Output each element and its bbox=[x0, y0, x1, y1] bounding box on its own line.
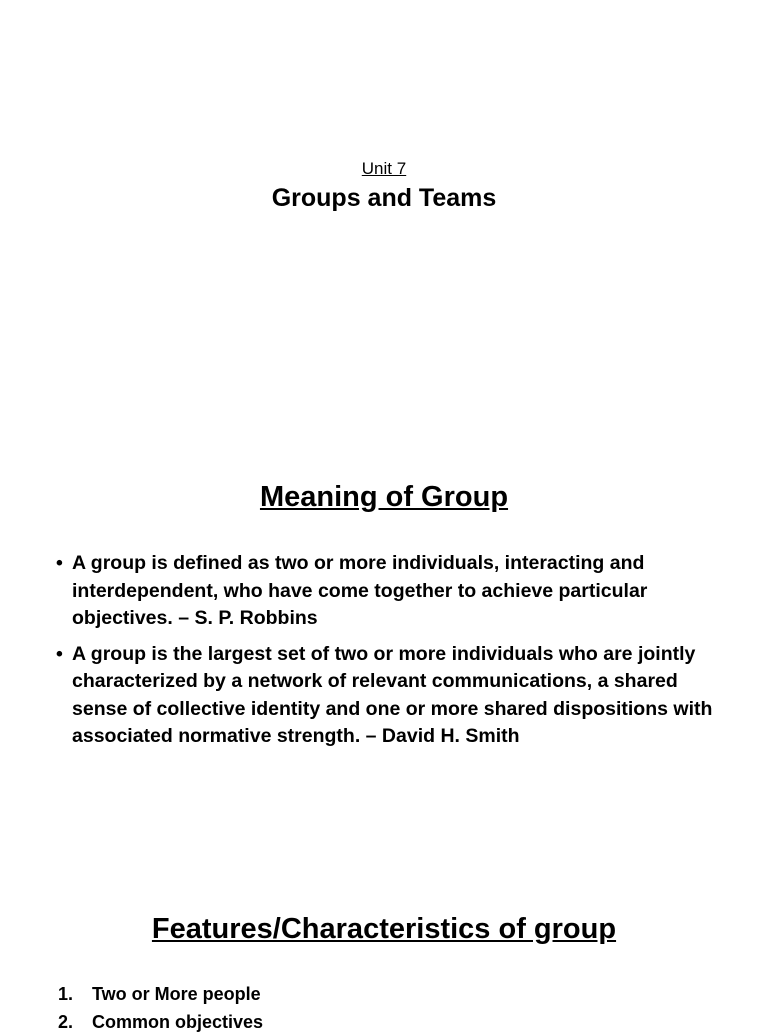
definition-text: A group is the largest set of two or more individuals who are jointly characterized by a network of relevant communications, a shared sense of collective identity and one or more shared dispositions with associated normative strength. – David H. Smith bbox=[72, 642, 713, 747]
definition-item bbox=[56, 550, 716, 633]
title-slide bbox=[0, 0, 768, 420]
feature-item bbox=[58, 1008, 718, 1036]
meaning-of-group-slide bbox=[0, 420, 768, 830]
unit-label: Unit 7 bbox=[361, 159, 407, 178]
slide-title: Features/Characteristics of group bbox=[151, 913, 617, 945]
definition-text: A group is defined as two or more individuals, interacting and interdependent, who have come together to achieve particular objectives. – S. P. Robbins bbox=[72, 552, 648, 629]
bullet-icon: • bbox=[56, 642, 63, 665]
features-slide bbox=[0, 830, 768, 1032]
list-number: 2. bbox=[58, 1012, 74, 1032]
feature-text: Two or More people bbox=[92, 984, 261, 1004]
slide-title: Meaning of Group bbox=[259, 481, 509, 513]
presentation-title: Groups and Teams bbox=[271, 184, 497, 212]
bullet-icon: • bbox=[56, 552, 63, 574]
list-number: 1. bbox=[58, 984, 74, 1004]
definition-item bbox=[56, 641, 716, 751]
feature-text: Common objectives bbox=[92, 1012, 264, 1032]
feature-item bbox=[58, 980, 718, 1008]
features-list bbox=[58, 980, 718, 1036]
definition-list bbox=[56, 550, 716, 759]
